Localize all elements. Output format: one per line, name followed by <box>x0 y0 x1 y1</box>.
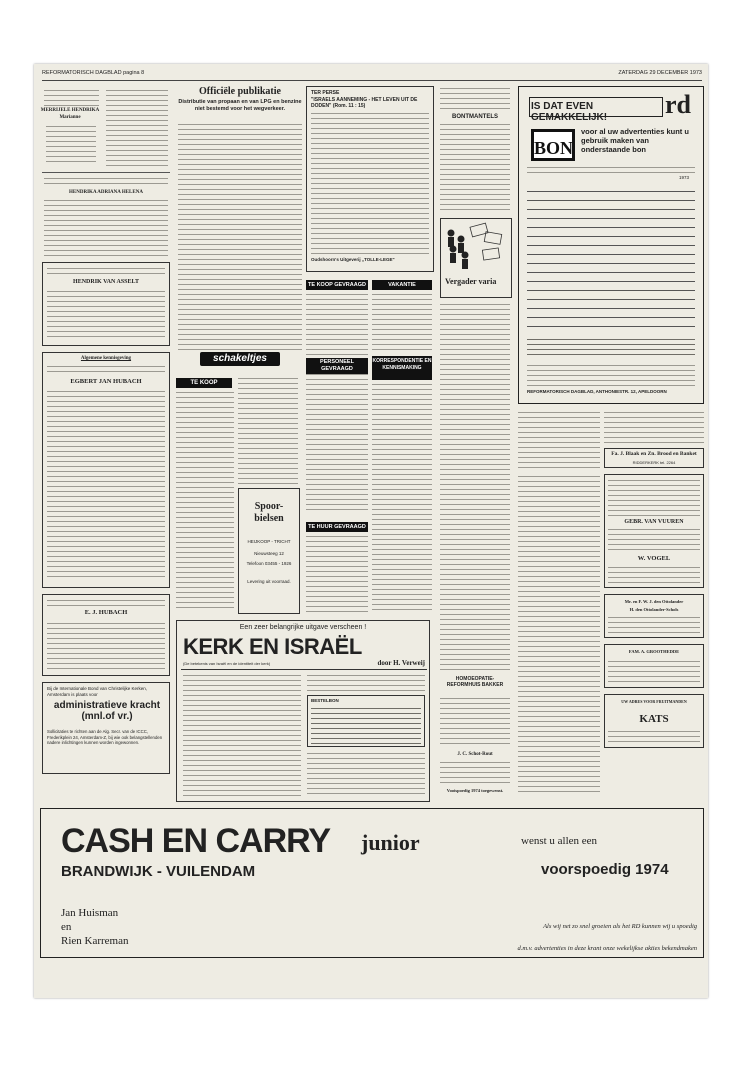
rd-logo: rd <box>665 90 691 119</box>
bon-label: BON <box>531 129 575 161</box>
birth-announcements <box>40 84 172 256</box>
coupon-year: 1973 <box>679 175 690 180</box>
coupon-footer: REFORMATORISCH DAGBLAD, ANTHONIESTR. 12, APELDOORN <box>527 389 667 394</box>
right-ad-3: Mr. en F. W. J. den Ottolander H. den Ottolander-Schols <box>604 594 704 638</box>
announcement-sub: Marianne <box>59 115 81 120</box>
spoor-line2: bielsen <box>254 513 284 524</box>
cash-en-carry-ad <box>40 808 704 958</box>
kerk-author: door H. Verweij <box>377 659 425 667</box>
order-form[interactable] <box>307 695 425 747</box>
spoor-line1: Spoor- <box>254 501 284 512</box>
koop-gevraagd-header: TE KOOP GEVRAAGD <box>306 280 368 290</box>
header-rule <box>42 80 702 81</box>
vakantie-header: VAKANTIE <box>372 280 432 290</box>
kerk-subtitle: (De betekenis van Israël en de identiteit der kerk) <box>183 661 271 666</box>
right-ad-5: UW ADRES VOOR FRUITMANDEN KATS <box>604 694 704 748</box>
publication-title: Officiële publikatie <box>199 86 281 97</box>
vergader-title: Vergader varia <box>445 277 497 286</box>
job-advert <box>42 682 170 774</box>
announcement-name: MERRIJELE HENDRIKA <box>40 108 100 113</box>
ter-perse-ad <box>306 86 434 272</box>
publisher: Oudshoorn's Uitgeverij „TOLLE-LEGE" <box>311 257 395 262</box>
ter-perse-book: "ISRAELS AANNEMING - HET LEVEN UIT DE DODEN" (Rom. 11 : 15) <box>311 97 418 109</box>
vergader-varia-logo <box>440 218 512 298</box>
spoor-tel: Telefoon 03455 - 1926 <box>246 561 292 566</box>
death-notice-3 <box>42 594 170 676</box>
publication-subtitle: Distributie van propaan en van LPG en benzine niet bestemd voor het wegverkeer. <box>178 99 302 112</box>
reformhuis-title: HOMOEOPATIE-REFORMHUIS BAKKER <box>446 676 504 688</box>
huur-gevraagd-header: TE HUUR GEVRAAGD <box>306 522 368 532</box>
death-notice-2 <box>42 352 170 588</box>
personeel-header: PERSONEEL GEVRAAGD <box>306 358 368 374</box>
job-intro: Bij de Internationale Bond van Christelijke Kerken, Amsterdam is plaats voor <box>47 686 148 697</box>
job-title: administratieve kracht (mnl.of vr.) <box>53 700 161 722</box>
cash-note1: Als wij net zo snel groeien als het RD kunnen wij u spoedig <box>543 923 697 930</box>
ad-order-coupon[interactable] <box>518 86 704 404</box>
kerk-intro: Een zeer belangrijke uitgave verscheen ! <box>239 624 367 631</box>
te-koop-header: TE KOOP <box>176 378 232 388</box>
coupon-text-lines[interactable] <box>527 183 695 333</box>
job-text: Sollicitaties te richten aan de Alg. Secr. van de ICCC, Frederikplein 24, Amsterdam-Z, bij wie ook belangstellenden nadere inlichtingen kunnen worden ingewonnen. <box>47 729 163 745</box>
cash-wish2: voorspoedig 1974 <box>541 861 669 878</box>
cash-place: BRANDWIJK - VUILENDAM <box>61 863 256 880</box>
cash-name2: en <box>61 921 72 933</box>
header-right: ZATERDAG 29 DECEMBER 1973 <box>618 70 702 76</box>
cash-note2: d.m.v. advertenties in deze krant onze wekelijkse akties bekendmaken <box>517 945 697 952</box>
correspondentie-header: KORRESPONDENTIE EN KENNISMAKING <box>372 356 432 380</box>
spoor-firm: HEIJKOOP - TRICHT <box>247 539 291 544</box>
announcement-name-2: HENDRIKA ADRIANA HELENA <box>69 190 143 195</box>
right-ad-1: Fa. J. Blaak en Zn. Brood en Banket RIDDERKERK tel. 2264 <box>604 448 704 468</box>
agenda-wish: Vooispoedig 1974 toegewenst. <box>446 788 504 793</box>
deceased-name: HENDRIK VAN ASSELT <box>73 279 139 285</box>
publication-body <box>178 122 302 350</box>
header-left: REFORMATORISCH DAGBLAD pagina 8 <box>42 70 145 76</box>
coupon-tagline: voor al uw advertenties kunt u gebruik maken van onderstaande bon <box>581 127 689 154</box>
vergader-people-icon <box>441 219 511 279</box>
cash-wish1: wenst u allen een <box>521 835 598 847</box>
spoorbielsen-ad <box>238 488 300 614</box>
cash-title-junior: junior <box>361 830 420 855</box>
deceased-name-2: EGBERT JAN HUBACH <box>70 378 142 385</box>
schot-name: J. C. Schot-Rout <box>457 752 493 757</box>
notice-title: Algemene kennisgeving <box>80 356 132 361</box>
kerk-en-israel-ad <box>176 620 430 802</box>
spoor-addr: Nieuwsteeg 12 <box>254 551 284 556</box>
bontmantels-title: BONTMANTELS <box>452 114 498 120</box>
ter-perse-title: TER PERSE <box>311 90 340 96</box>
right-ad-4: FAM. A. GROOTHEDDE <box>604 644 704 688</box>
kerk-title: KERK EN ISRAËL <box>183 634 362 659</box>
deceased-name-3: E. J. HUBACH <box>84 609 128 616</box>
order-form-title: BESTELBON <box>311 698 339 703</box>
spoor-note: Levering uit voorraad. <box>247 579 291 584</box>
coupon-title: IS DAT EVEN GEMAKKELIJK! <box>531 101 608 123</box>
schakeltjes-banner: schakeltjes <box>200 352 280 366</box>
death-notice-1 <box>42 262 170 346</box>
right-ad-2: GEBR. VAN VUUREN W. VOGEL <box>604 474 704 588</box>
cash-name3: Rien Karreman <box>61 935 129 947</box>
cash-title: CASH EN CARRY <box>61 822 331 860</box>
cash-name1: Jan Huisman <box>61 907 119 919</box>
